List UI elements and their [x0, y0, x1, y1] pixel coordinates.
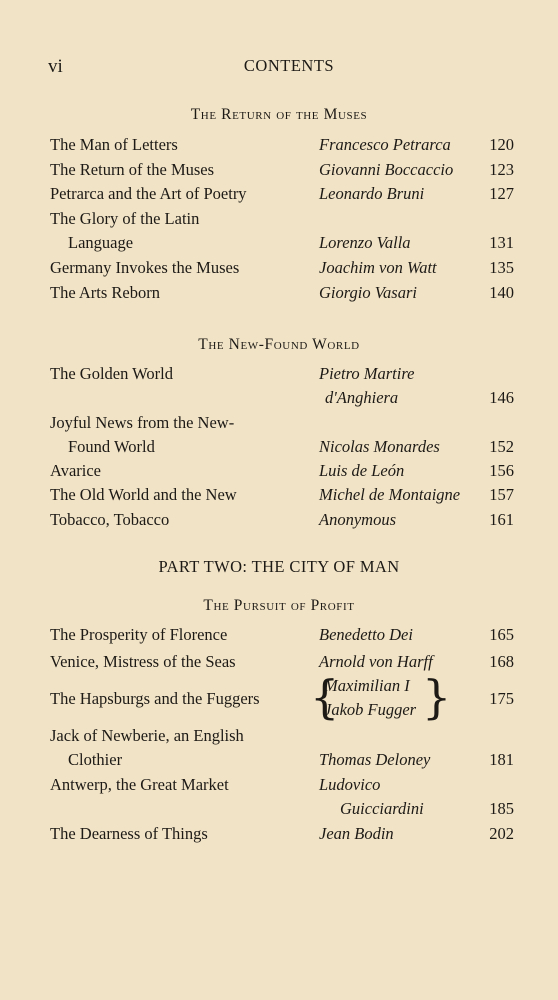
entry-author: Joachim von Watt	[319, 258, 437, 277]
entry-author: Jakob Fugger	[324, 700, 417, 719]
entry-title: The Return of the Muses	[50, 160, 215, 179]
entry-author: Lorenzo Valla	[319, 233, 411, 252]
right-brace-icon: }	[422, 670, 452, 724]
entry-title: Venice, Mistress of the Seas	[50, 652, 236, 671]
entry-title-continued: Found World	[68, 437, 155, 456]
entry-page: 135	[489, 258, 514, 277]
entry-page: 131	[489, 233, 514, 252]
entry-page: 175	[489, 689, 514, 708]
entry-title: The Old World and the New	[50, 485, 237, 504]
section-heading-pursuit-of-profit: The Pursuit of Profit	[203, 597, 355, 614]
entry-author: Arnold von Harff	[319, 652, 433, 671]
entry-title: The Hapsburgs and the Fuggers	[50, 689, 260, 708]
entry-title: Antwerp, the Great Market	[50, 775, 229, 794]
entry-title-continued: Language	[68, 233, 134, 252]
entry-title: Petrarca and the Art of Poetry	[50, 184, 247, 203]
entry-author: Francesco Petrarca	[319, 135, 451, 154]
page-folio: vi	[48, 56, 63, 77]
entry-author: Ludovico	[319, 775, 381, 794]
entry-author: Anonymous	[319, 510, 396, 529]
entry-author: Leonardo Bruni	[319, 184, 425, 203]
entry-page: 120	[489, 135, 514, 154]
entry-title: Avarice	[50, 461, 101, 480]
entry-page: 156	[489, 461, 514, 480]
entry-title: The Prosperity of Florence	[50, 625, 228, 644]
entry-author-continued: Guicciardini	[340, 799, 424, 818]
entry-title: The Arts Reborn	[50, 283, 160, 302]
entry-page: 140	[489, 283, 514, 302]
entry-page: 185	[489, 799, 514, 818]
entry-page: 123	[489, 160, 514, 179]
entry-author: Giorgio Vasari	[319, 283, 417, 302]
entry-title: Germany Invokes the Muses	[50, 258, 240, 277]
entry-author: Luis de León	[319, 461, 405, 480]
section-heading-return-of-muses: The Return of the Muses	[190, 106, 368, 123]
entry-author: Thomas Deloney	[319, 750, 431, 769]
entry-author: Maximilian I	[324, 676, 410, 695]
entry-title: The Man of Letters	[50, 135, 178, 154]
entry-page: 157	[489, 485, 514, 504]
section-heading-new-found-world: The New-Found World	[198, 336, 360, 353]
part-heading: PART TWO: THE CITY OF MAN	[158, 557, 400, 576]
entry-title: The Golden World	[50, 364, 174, 383]
entry-page: 161	[489, 510, 514, 529]
author-brace-group	[310, 670, 452, 724]
entry-author: Giovanni Boccaccio	[319, 160, 454, 179]
entry-title: Jack of Newberie, an English	[50, 726, 244, 745]
entry-title: Tobacco, Tobacco	[50, 510, 170, 529]
entry-author: Nicolas Monardes	[319, 437, 440, 456]
entry-author: Benedetto Dei	[319, 625, 413, 644]
entry-author-continued: d'Anghiera	[325, 388, 399, 407]
entry-title: The Dearness of Things	[50, 824, 208, 843]
entry-page: 127	[489, 184, 514, 203]
entry-page: 165	[489, 625, 514, 644]
entry-page: 168	[489, 652, 514, 671]
entry-title-continued: Clothier	[68, 750, 123, 769]
entry-page: 146	[489, 388, 514, 407]
page-header	[48, 56, 530, 82]
entry-title: The Glory of the Latin	[50, 209, 200, 228]
entry-author: Michel de Montaigne	[319, 485, 461, 504]
entry-page: 181	[489, 750, 514, 769]
left-brace-icon: {	[310, 670, 340, 724]
entry-page: 152	[489, 437, 514, 456]
running-head: CONTENTS	[243, 56, 335, 75]
entry-author: Jean Bodin	[319, 824, 394, 843]
entry-author: Pietro Martire	[319, 364, 415, 383]
entry-page: 202	[489, 824, 514, 843]
entry-title: Joyful News from the New-	[50, 413, 235, 432]
